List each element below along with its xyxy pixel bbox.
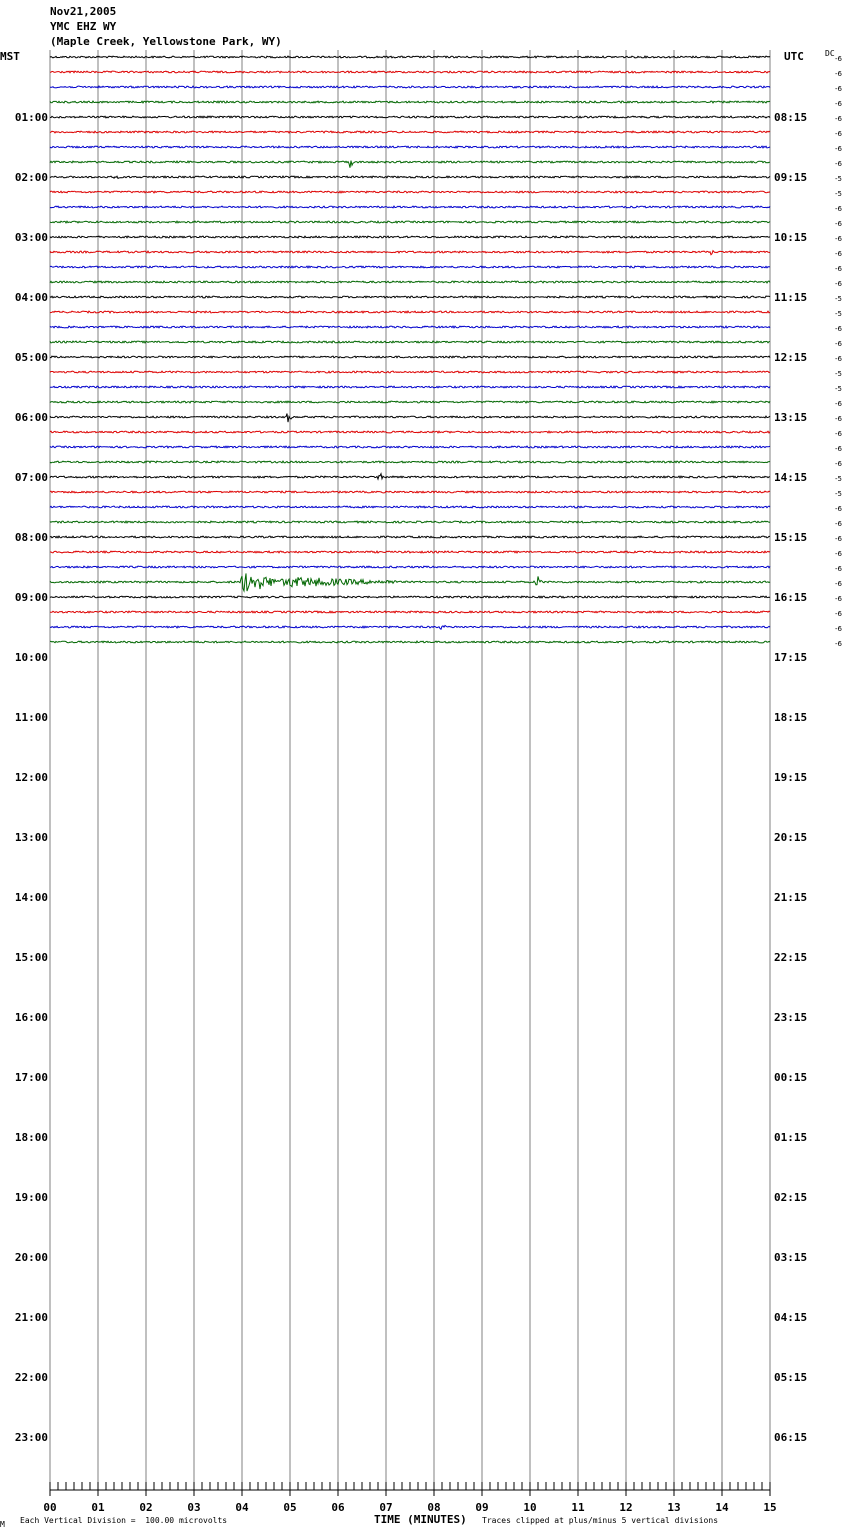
seismogram-trace (50, 131, 770, 133)
dc-offset-value: -6 (835, 280, 842, 288)
seismogram-trace (50, 596, 770, 598)
dc-offset-value: -5 (835, 190, 842, 198)
seismogram-trace (50, 296, 770, 298)
dc-offset-value: -6 (835, 250, 842, 258)
dc-offset-value: -6 (835, 160, 842, 168)
x-axis-title: TIME (MINUTES) (374, 1513, 467, 1526)
utc-hour-label: 03:15 (774, 1251, 808, 1264)
dc-offset-value: -6 (835, 85, 842, 93)
x-tick-label: 13 (667, 1501, 681, 1514)
utc-hour-label: 14:15 (774, 471, 808, 484)
dc-offset-value: -6 (835, 595, 842, 603)
dc-offset-value: -6 (835, 100, 842, 108)
dc-offset-value: -6 (835, 220, 842, 228)
dc-offset-value: -6 (835, 130, 842, 138)
x-tick-label: 12 (619, 1501, 633, 1514)
x-tick-label: 05 (283, 1501, 297, 1514)
mst-hour-label: 03:00 (14, 231, 48, 244)
mst-hour-label: 22:00 (14, 1371, 48, 1384)
utc-hour-label: 12:15 (774, 351, 808, 364)
utc-hour-label: 13:15 (774, 411, 808, 424)
seismogram-trace (50, 521, 770, 523)
dc-offset-value: -6 (835, 415, 842, 423)
x-tick-label: 14 (715, 1501, 729, 1514)
dc-offset-value: -6 (835, 205, 842, 213)
dc-offset-value: -5 (835, 385, 842, 393)
utc-hour-label: 22:15 (774, 951, 808, 964)
x-tick-label: 02 (139, 1501, 153, 1514)
seismogram-trace (50, 446, 770, 448)
utc-hour-label: 01:15 (774, 1131, 808, 1144)
mst-hour-label: 19:00 (14, 1191, 48, 1204)
utc-axis-label: UTC (784, 50, 804, 63)
dc-offset-value: -5 (835, 175, 842, 183)
x-tick-label: 04 (235, 1501, 249, 1514)
seismogram-trace (50, 71, 770, 73)
dc-offset-value: -6 (835, 625, 842, 633)
utc-hour-label: 16:15 (774, 591, 808, 604)
seismogram-trace (50, 506, 770, 508)
dc-offset-value: -5 (835, 490, 842, 498)
utc-hour-label: 19:15 (774, 771, 808, 784)
dc-offset-value: -6 (835, 400, 842, 408)
x-tick-label: 08 (427, 1501, 441, 1514)
mst-hour-label: 10:00 (14, 651, 48, 664)
mst-hour-label: 07:00 (14, 471, 48, 484)
dc-offset-value: -5 (835, 295, 842, 303)
dc-offset-value: -6 (835, 535, 842, 543)
mst-hour-label: 08:00 (14, 531, 48, 544)
utc-hour-label: 11:15 (774, 291, 808, 304)
mst-hour-label: 14:00 (14, 891, 48, 904)
seismogram-trace (50, 146, 770, 148)
utc-hour-label: 18:15 (774, 711, 808, 724)
x-tick-label: 00 (43, 1501, 57, 1514)
seismogram-trace (50, 191, 770, 193)
x-tick-label: 01 (91, 1501, 105, 1514)
mst-hour-label: 04:00 (14, 291, 48, 304)
mst-hour-label: 12:00 (14, 771, 48, 784)
seismogram-trace (50, 573, 770, 591)
seismogram-trace (50, 86, 770, 88)
mst-hour-label: 13:00 (14, 831, 48, 844)
seismogram-trace (50, 626, 770, 630)
utc-hour-label: 00:15 (774, 1071, 808, 1084)
mst-hour-label: 15:00 (14, 951, 48, 964)
dc-offset-value: -5 (835, 370, 842, 378)
utc-hour-label: 06:15 (774, 1431, 808, 1444)
seismogram-trace (50, 461, 770, 463)
utc-hour-label: 09:15 (774, 171, 808, 184)
seismogram-trace (50, 386, 770, 388)
seismogram-trace (50, 236, 770, 238)
seismogram-trace (50, 611, 770, 613)
dc-offset-value: -6 (835, 445, 842, 453)
seismogram-trace (50, 161, 770, 168)
dc-offset-value: -6 (835, 460, 842, 468)
utc-hour-label: 05:15 (774, 1371, 808, 1384)
dc-offset-value: -6 (835, 550, 842, 558)
mst-hour-label: 06:00 (14, 411, 48, 424)
station-code: YMC EHZ WY (50, 20, 117, 33)
utc-hour-label: 15:15 (774, 531, 808, 544)
dc-offset-value: -6 (835, 430, 842, 438)
seismogram-trace (50, 356, 770, 358)
x-tick-label: 09 (475, 1501, 489, 1514)
dc-offset-value: -6 (835, 115, 842, 123)
seismogram-trace (50, 431, 770, 433)
mst-hour-label: 01:00 (14, 111, 48, 124)
dc-offset-value: -6 (835, 505, 842, 513)
corner-mark: M (0, 1520, 5, 1529)
mst-hour-label: 05:00 (14, 351, 48, 364)
utc-hour-label: 20:15 (774, 831, 808, 844)
dc-offset-value: -6 (835, 55, 842, 63)
seismogram-trace (50, 566, 770, 568)
seismogram-trace (50, 474, 770, 479)
mst-hour-label: 17:00 (14, 1071, 48, 1084)
seismogram-trace (50, 176, 770, 178)
dc-offset-value: -6 (835, 610, 842, 618)
mst-axis-label: MST (0, 50, 20, 63)
seismogram-trace (50, 251, 770, 255)
station-location: (Maple Creek, Yellowstone Park, WY) (50, 35, 282, 48)
seismogram-trace (50, 326, 770, 328)
x-tick-label: 11 (571, 1501, 585, 1514)
scale-note: Each Vertical Division = 100.00 microvolts (20, 1516, 228, 1525)
dc-offset-value: -6 (835, 355, 842, 363)
x-tick-label: 15 (763, 1501, 777, 1514)
seismogram-trace (50, 491, 770, 493)
mst-hour-label: 18:00 (14, 1131, 48, 1144)
seismogram-trace (50, 341, 770, 343)
dc-offset-value: -6 (835, 145, 842, 153)
dc-offset-value: -6 (835, 565, 842, 573)
x-tick-label: 07 (379, 1501, 393, 1514)
dc-offset-value: -5 (835, 310, 842, 318)
dc-offset-value: -5 (835, 475, 842, 483)
mst-hour-label: 21:00 (14, 1311, 48, 1324)
seismogram-trace (50, 221, 770, 223)
seismogram-trace (50, 281, 770, 283)
x-tick-label: 03 (187, 1501, 201, 1514)
mst-hour-label: 20:00 (14, 1251, 48, 1264)
dc-offset-value: -6 (835, 265, 842, 273)
utc-hour-label: 10:15 (774, 231, 808, 244)
seismogram-trace (50, 56, 770, 58)
seismogram-trace (50, 206, 770, 208)
utc-hour-label: 08:15 (774, 111, 808, 124)
utc-hour-label: 21:15 (774, 891, 808, 904)
mst-hour-label: 11:00 (14, 711, 48, 724)
seismogram-trace (50, 311, 770, 313)
seismogram-trace (50, 266, 770, 268)
dc-offset-value: -6 (835, 340, 842, 348)
dc-offset-header: DC (825, 49, 835, 58)
x-tick-label: 10 (523, 1501, 537, 1514)
utc-hour-label: 23:15 (774, 1011, 808, 1024)
dc-offset-value: -6 (835, 235, 842, 243)
dc-offset-value: -6 (835, 70, 842, 78)
mst-hour-label: 09:00 (14, 591, 48, 604)
record-date: Nov21,2005 (50, 5, 117, 18)
clip-note: Traces clipped at plus/minus 5 vertical divisions (482, 1516, 719, 1525)
utc-hour-label: 17:15 (774, 651, 808, 664)
seismogram-trace (50, 536, 770, 538)
seismogram-trace (50, 401, 770, 403)
seismogram-trace (50, 116, 770, 118)
seismogram-trace (50, 414, 770, 423)
seismogram-trace (50, 641, 770, 643)
dc-offset-value: -6 (835, 640, 842, 648)
utc-hour-label: 02:15 (774, 1191, 808, 1204)
utc-hour-label: 04:15 (774, 1311, 808, 1324)
mst-hour-label: 16:00 (14, 1011, 48, 1024)
seismogram-trace (50, 371, 770, 373)
x-tick-label: 06 (331, 1501, 345, 1514)
dc-offset-value: -6 (835, 580, 842, 588)
seismogram-trace (50, 551, 770, 553)
dc-offset-value: -6 (835, 520, 842, 528)
seismogram-trace (50, 101, 770, 103)
dc-offset-value: -6 (835, 325, 842, 333)
mst-hour-label: 23:00 (14, 1431, 48, 1444)
mst-hour-label: 02:00 (14, 171, 48, 184)
